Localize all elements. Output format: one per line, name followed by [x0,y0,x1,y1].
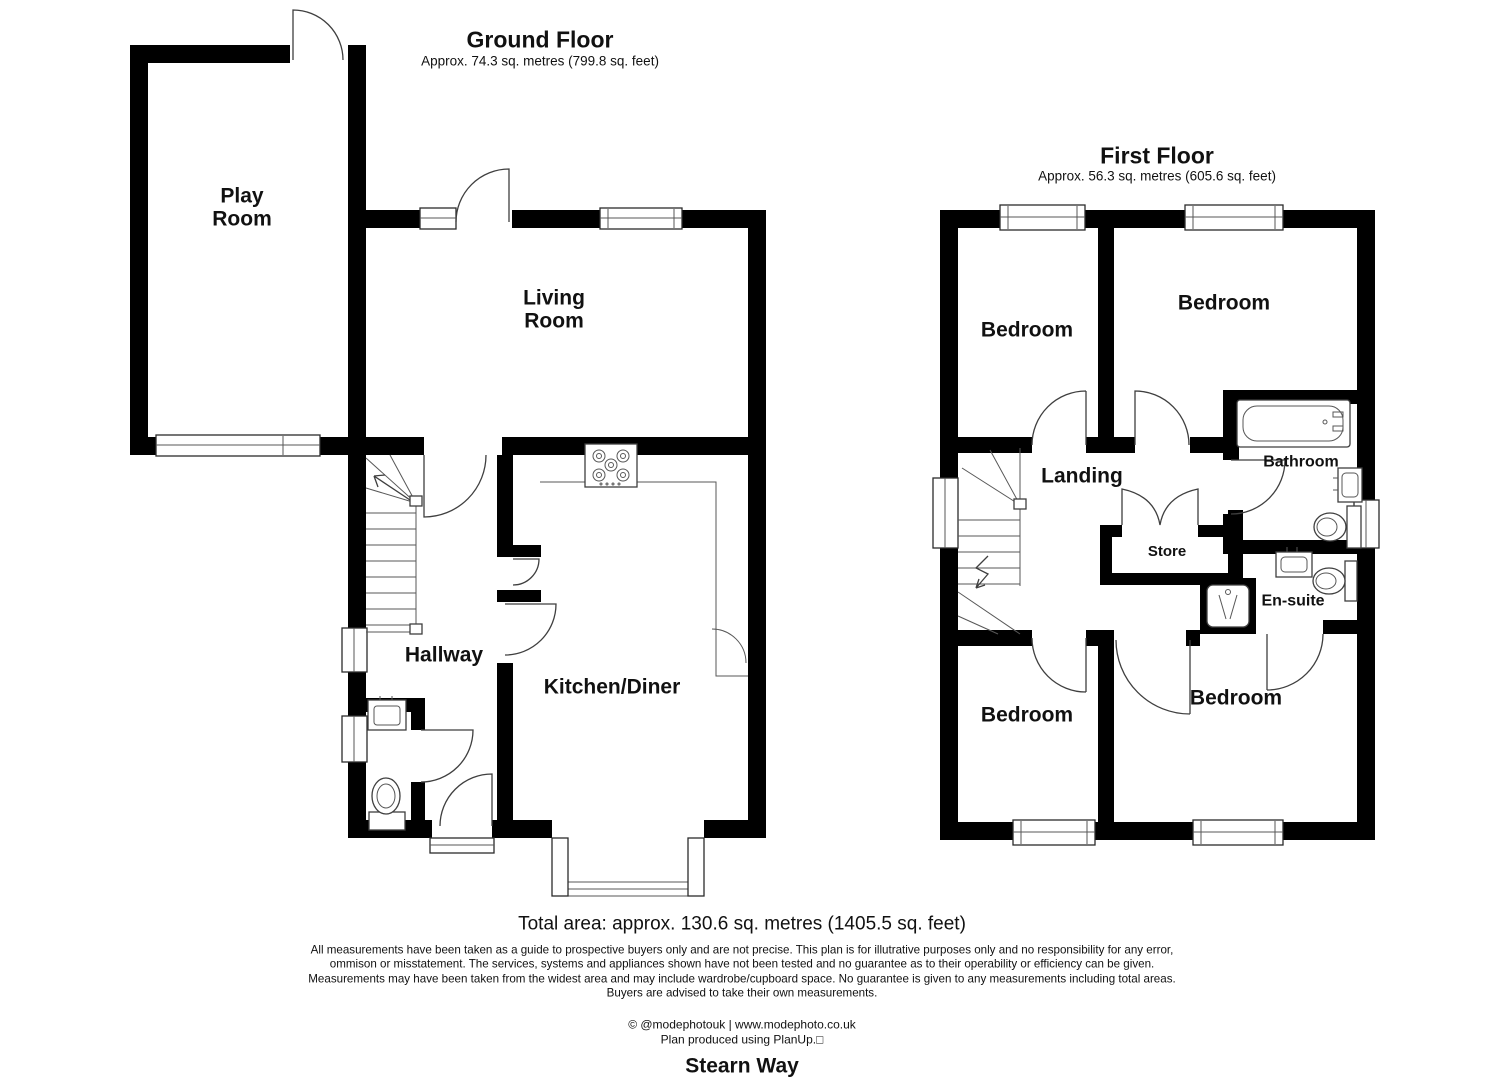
room-label-en-suite: En-suite [1261,592,1325,610]
room-label-bedroom-top-right: Bedroom [1177,291,1271,315]
kitchen-hob [585,444,637,487]
room-label-bedroom-top-left: Bedroom [980,318,1074,342]
kitchen-counter [540,482,748,676]
ensuite-sink [1276,547,1312,577]
photo-credit: © @modephotouk | www.modephoto.co.uk [628,1017,856,1032]
total-area-text: Total area: approx. 130.6 sq. metres (1405.5 sq. feet) [518,913,966,935]
wc-sink [368,696,406,730]
shower [1200,578,1256,634]
first-floor-subtitle: Approx. 56.3 sq. metres (605.6 sq. feet) [1038,168,1276,184]
back-door-sill [430,838,494,853]
room-label-bathroom: Bathroom [1263,453,1339,471]
first-floor-stairs [958,448,1026,634]
ground-floor-subtitle: Approx. 74.3 sq. metres (799.8 sq. feet) [421,53,659,69]
first-floor-plan [933,205,1379,845]
patio-doors [552,838,704,896]
ground-floor-stairs [366,455,422,634]
ground-floor-plan [130,10,766,896]
room-label-living-room: Living Room [523,286,585,332]
property-address: Stearn Way [685,1054,799,1078]
ground-floor-title: Ground Floor [466,26,614,53]
room-label-play-room: Play Room [212,184,272,230]
room-label-bedroom-bottom-left: Bedroom [980,703,1074,727]
bathroom-sink [1333,468,1362,502]
room-label-bedroom-bottom-right: Bedroom [1189,686,1283,710]
disclaimer-line-4: Buyers are advised to take their own measurements. [606,986,878,1000]
first-floor-walls [940,210,1375,840]
disclaimer-line-2: ommison or misstatement. The services, systems and appliances shown have not been tested and no guarantee as to their operability or efficiency can be given. [329,957,1155,971]
wc-toilet [369,778,405,830]
room-label-store: Store [1147,542,1187,560]
first-floor-windows [933,205,1379,845]
first-floor-title: First Floor [1100,142,1214,169]
room-label-kitchen-diner: Kitchen/Diner [543,675,681,699]
bath [1237,400,1350,447]
room-label-landing: Landing [1041,464,1123,488]
disclaimer-line-3: Measurements may have been taken from the widest area and may include wardrobe/cupboard space. No guarantee is given to any measurements including total areas. [308,972,1176,986]
disclaimer-line-1: All measurements have been taken as a guide to prospective buyers only and are not precise. This plan is for illutrative purposes only and no responsibility for any error, [310,943,1174,957]
room-label-hallway: Hallway [404,643,484,667]
produced-by-text: Plan produced using PlanUp.□ [660,1032,824,1047]
